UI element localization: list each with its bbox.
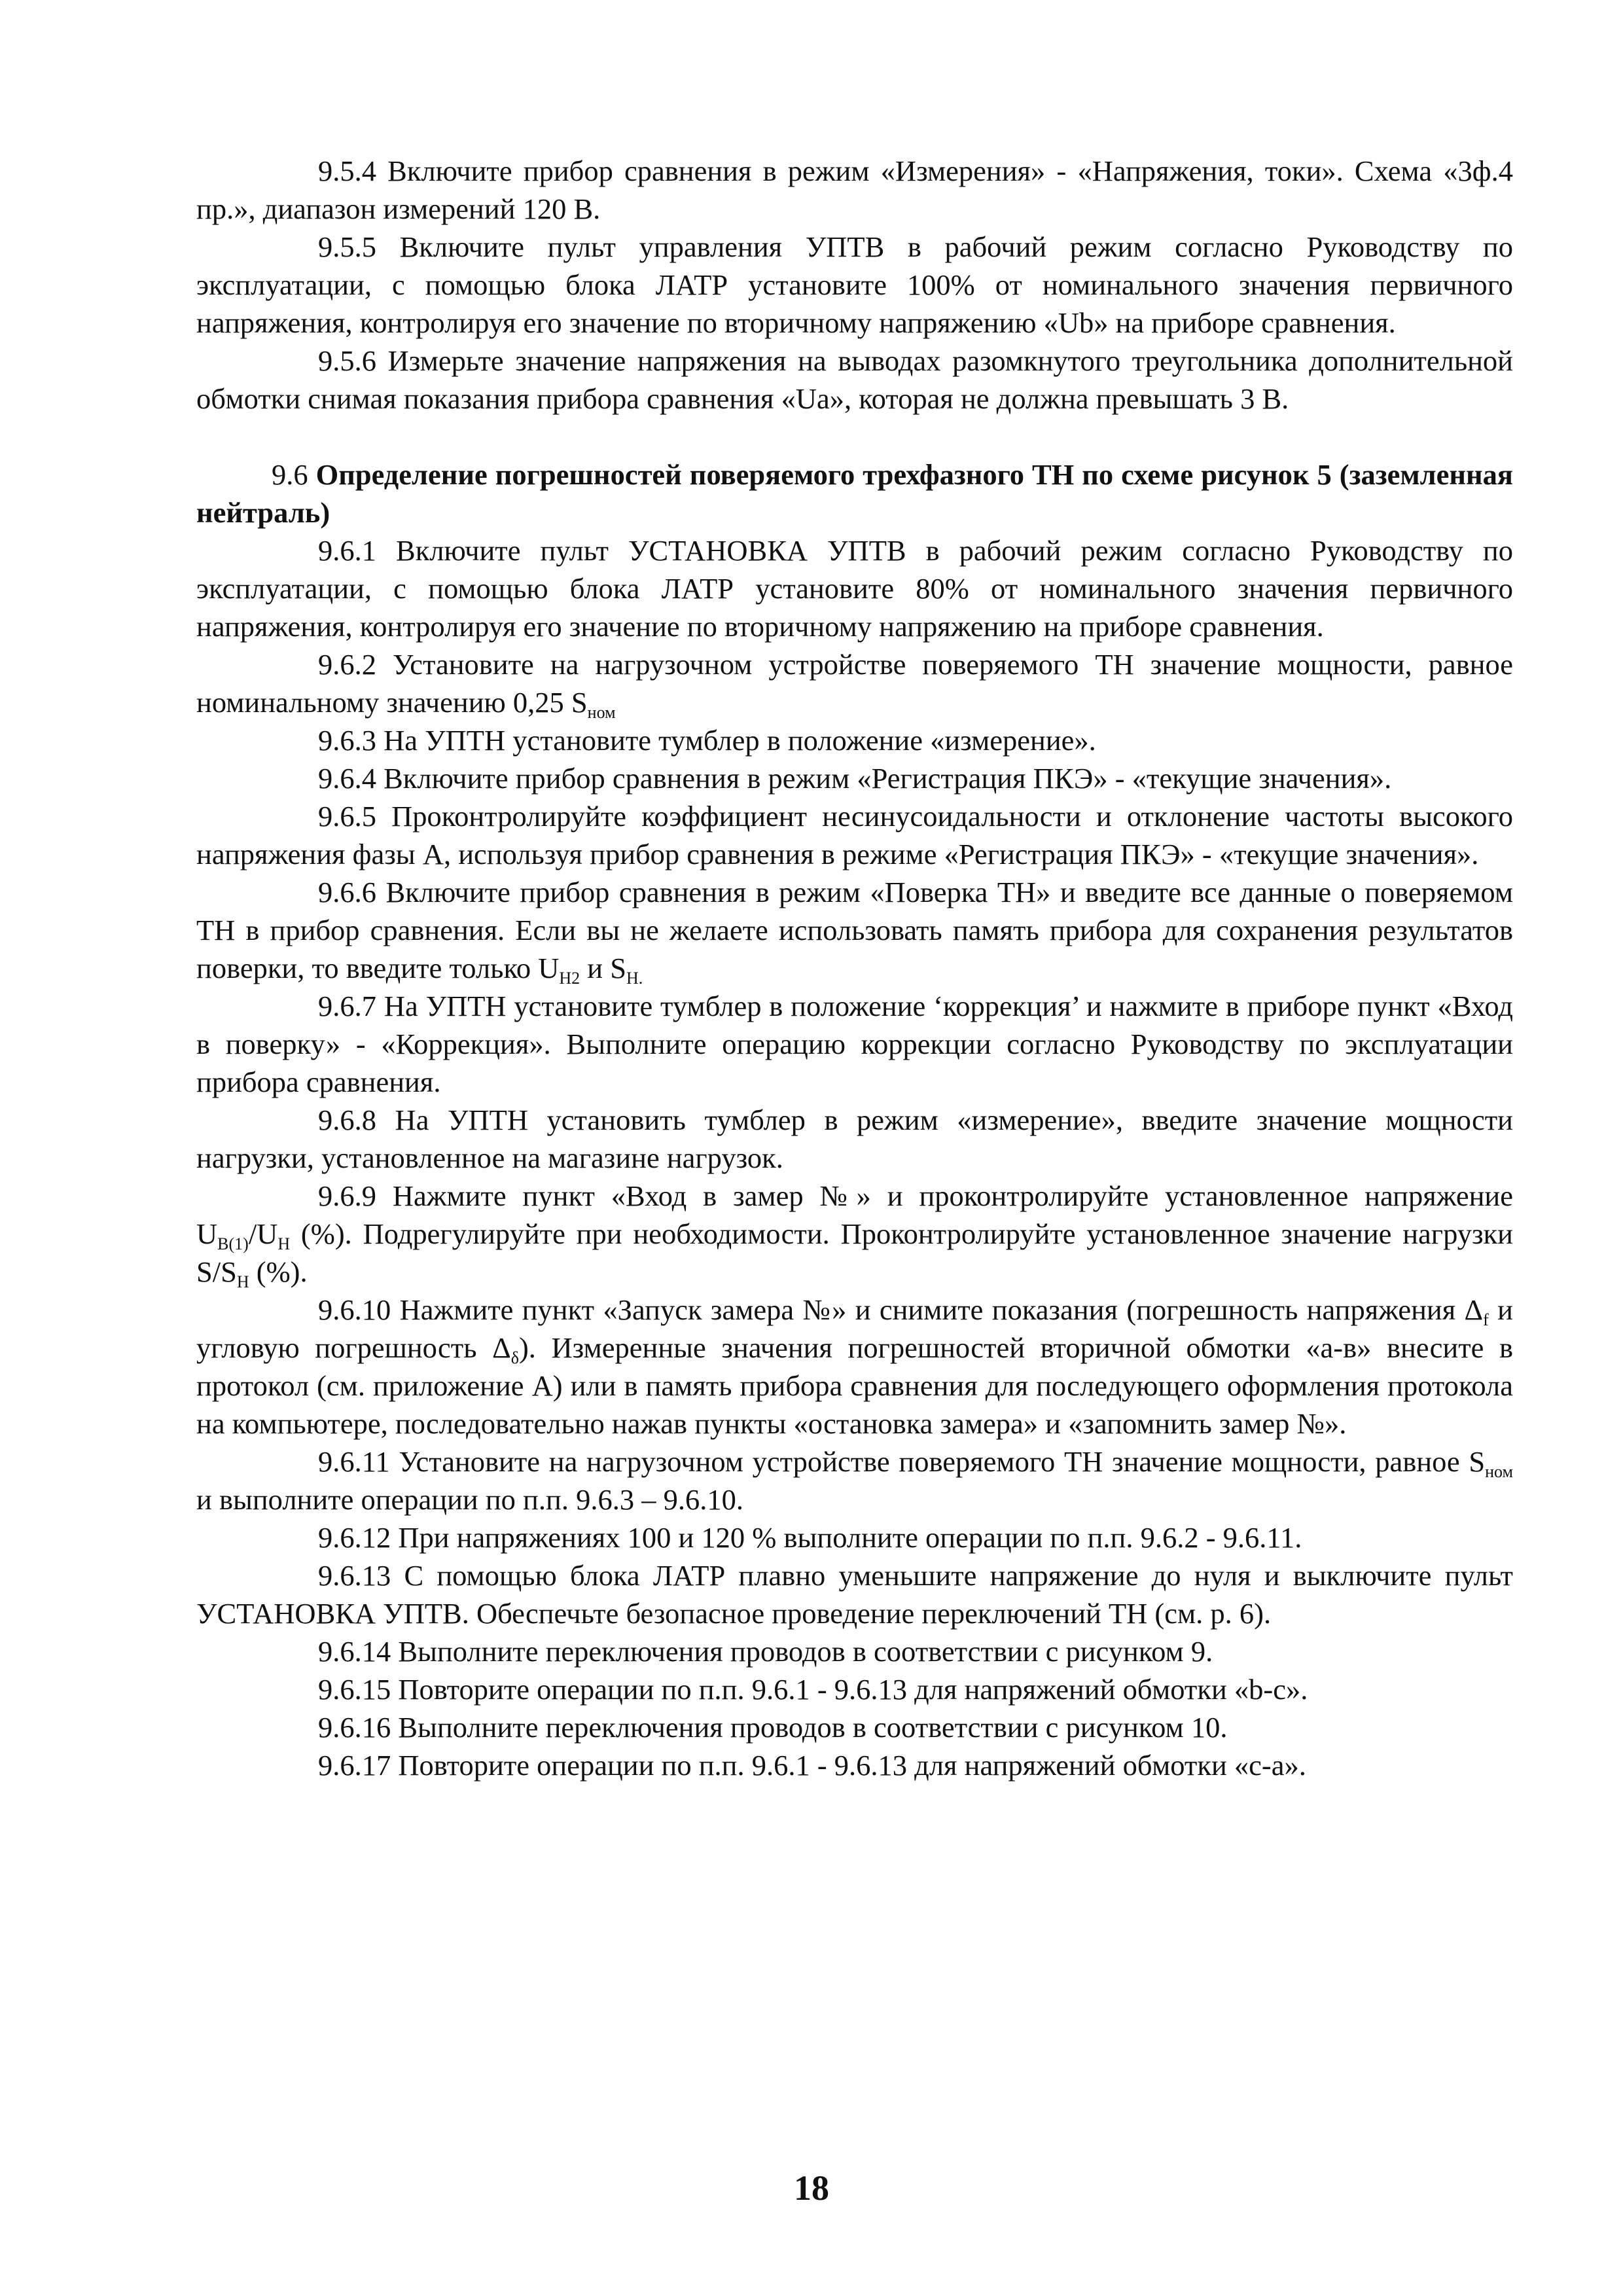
subscript: δ [510,1348,519,1367]
body-text [196,152,1513,1784]
paragraph-9-6-2 [196,645,1513,721]
paragraph-text: и S [580,952,626,984]
paragraph-9-6-4: 9.6.4 Включите прибор сравнения в режим «Регистрация ПКЭ» - «текущие значения». [318,762,1392,795]
paragraph-9-6-14: 9.6.14 Выполните переключения проводов в соответствии с рисунком 9. [318,1635,1213,1668]
subscript: ном [1485,1462,1513,1481]
paragraph-9-6-6 [196,873,1513,987]
paragraph-9-6-1: 9.6.1 Включите пульт УСТАНОВКА УПТВ в рабочий режим согласно Руководству по эксплуатации, с помощью блока ЛАТР установите 80% от номинального значения первичного напряжения, контролируя его значение по вторичному напряжению на приборе сравнения. [196,534,1513,643]
paragraph-text: 9.6.6 Включите прибор сравнения в режим «Поверка ТН» и введите все данные о поверяемом ТН в прибор сравнения. Если вы не желаете использовать память прибора для сохранения результатов поверки, то введите только U [196,876,1513,984]
subscript: Н2 [559,969,580,988]
paragraph-text: (%). [249,1255,308,1288]
paragraph-9-6-9 [196,1177,1513,1291]
subscript: f [1483,1310,1489,1329]
paragraph-9-6-8: 9.6.8 На УПТН установить тумблер в режим «измерение», введите значение мощности нагрузки, установленное на магазине нагрузок. [196,1103,1513,1174]
paragraph-9-6-7: 9.6.7 На УПТН установите тумблер в положение ‘коррекция’ и нажмите в приборе пункт «Вход в поверку» - «Коррекция». Выполните операцию коррекции согласно Руководству по эксплуатации прибора сравнения. [196,990,1513,1098]
paragraph-9-6-5: 9.6.5 Проконтролируйте коэффициент несинусоидальности и отклонение частоты высокого напряжения фазы А, используя прибор сравнения в режиме «Регистрация ПКЭ» - «текущие значения». [196,800,1513,870]
page-number: 18 [794,2168,829,2208]
section-heading-9-6 [196,456,1513,531]
paragraph-text: и угловую погрешность Δ [196,1293,1513,1364]
paragraph-9-5-4: 9.5.4 Включите прибор сравнения в режим «Измерения» - «Напряжения, токи». Схема «3ф.4 пр.», диапазон измерений 120 В. [196,154,1513,225]
paragraph-9-6-17: 9.6.17 Повторите операции по п.п. 9.6.1 - 9.6.13 для напряжений обмотки «с-а». [318,1749,1306,1782]
heading-number: 9.6 [272,458,308,491]
paragraph-9-6-3: 9.6.3 На УПТН установите тумблер в положение «измерение». [318,724,1096,757]
paragraph-9-6-12: 9.6.12 При напряжениях 100 и 120 % выполните операции по п.п. 9.6.2 - 9.6.11. [318,1521,1302,1554]
paragraph-9-5-5: 9.5.5 Включите пульт управления УПТВ в рабочий режим согласно Руководству по эксплуатации, с помощью блока ЛАТР установите 100% от номинального значения первичного напряжения, контролируя его значение по вторичному напряжению «Ub» на приборе сравнения. [196,230,1513,339]
paragraph-9-6-16: 9.6.16 Выполните переключения проводов в соответствии с рисунком 10. [318,1711,1228,1744]
paragraph-9-6-11 [196,1443,1513,1518]
subscript: Н [236,1272,249,1291]
heading-title: Определение погрешностей поверяемого трехфазного ТН по схеме рисунок 5 (заземленная нейтраль) [196,458,1513,529]
paragraph-9-5-6: 9.5.6 Измерьте значение напряжения на выводах разомкнутого треугольника дополнительной обмотки снимая показания прибора сравнения «Ua», которая не должна превышать 3 В. [196,344,1513,415]
paragraph-text: 9.6.9 Нажмите пункт «Вход в замер №» и проконтролируйте установленное напряжение U [196,1179,1513,1250]
paragraph-text: 9.6.10 Нажмите пункт «Запуск замера №» и снимите показания (погрешность напряжения Δ [318,1293,1484,1326]
paragraph-9-6-10 [196,1291,1513,1443]
section-spacer [196,418,1513,456]
subscript: Н [277,1234,291,1253]
paragraph-text: (%). Подрегулируйте при необходимости. Проконтролируйте установленное значение нагрузки S/S [196,1217,1513,1288]
paragraph-text: /U [248,1217,278,1250]
subscript: Н. [626,969,643,988]
paragraph-text: 9.6.2 Установите на нагрузочном устройстве поверяемого ТН значение мощности, равное номинальному значению 0,25 S [196,648,1513,719]
paragraph-text: ). Измеренные значения погрешностей вторичной обмотки «а-в» внесите в протокол (см. приложение А) или в память прибора сравнения для последующего оформления протокола на компьютере, последовательно нажав пункты «остановка замера» и «запомнить замер №». [196,1331,1513,1440]
paragraph-9-6-15: 9.6.15 Повторите операции по п.п. 9.6.1 - 9.6.13 для напряжений обмотки «b-c». [318,1673,1308,1706]
paragraph-text: 9.6.11 Установите на нагрузочном устройстве поверяемого ТН значение мощности, равное S [318,1445,1486,1478]
subscript: ном [587,703,616,722]
subscript: В(1) [217,1234,249,1253]
paragraph-9-6-13: 9.6.13 С помощью блока ЛАТР плавно уменьшите напряжение до нуля и выключите пульт УСТАНОВКА УПТВ. Обеспечьте безопасное проведение переключений ТН (см. р. 6). [196,1559,1513,1630]
paragraph-text: и выполните операции по п.п. 9.6.3 – 9.6.10. [196,1483,743,1516]
